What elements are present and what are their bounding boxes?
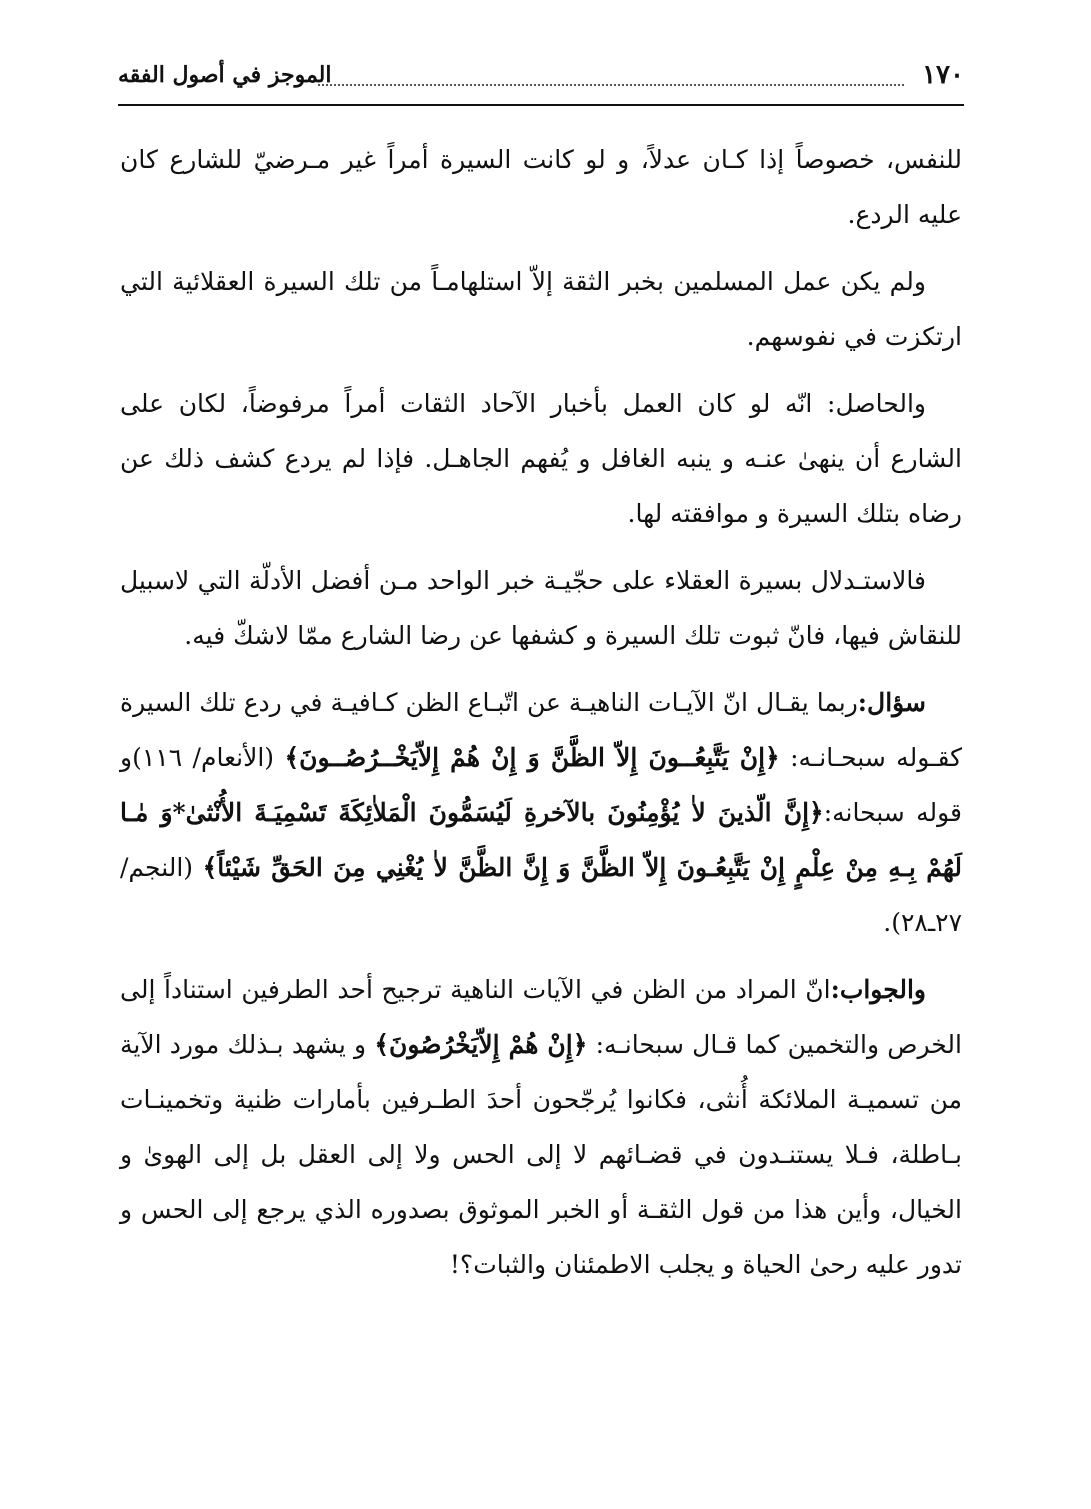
header-rule	[118, 104, 964, 106]
answer-label: والجواب:	[830, 975, 926, 1004]
verse-bracket-close: ﴾	[284, 743, 300, 772]
paragraph-inference: فالاستـدلال بسيرة العقلاء على حجّيـة خبر الواحد مـن أفضل الأدلّة التي لاسبيل للنقاش فيها، فانّ ثبوت تلك السيرة و كشفها عن رضا الشارع ممّا لاشكّ فيه.	[120, 566, 962, 650]
verse-bracket-open: ﴿	[765, 743, 780, 772]
question-label: سؤال:	[857, 688, 926, 717]
question-paragraph	[120, 675, 962, 950]
verse-bracket-open-2: ﴿	[809, 798, 824, 827]
answer-text-2: و يشهد بـذلك مورد الآية من تسميـة الملائكة أُنثى، فكانوا يُرجّحون أحدَ الطـرفين بأمارات ظنية وتخمينـات بـاطلة، فـلا يستنـدون في قضـائهم لا إلى الحس ولا إلى العقل بل إلى الهوىٰ و الخيال، وأين هذا من قول الثقـة أو الخبر الموثوق بصدوره الذي يرجع إلى الحس و تدور عليه رحىٰ الحياة و يجلب الاطمئنان والثبات؟!	[120, 1030, 962, 1279]
answer-text-1: انّ المراد من الظن في الآيات الناهية ترجيح أحد الطرفين استناداً إلى الخرص والتخمين كما قـال سبحانـه:	[120, 975, 962, 1059]
page-number: ١٧٠	[922, 60, 964, 90]
question-text-1: ربما يقـال انّ الآيـات الناهيـة عن اتّبـاع الظن كـافيـة في ردع تلك السيرة كقـوله سبحـانـه:	[120, 688, 962, 772]
dotted-leader	[318, 84, 904, 86]
answer-paragraph	[120, 962, 962, 1292]
answer-bracket-open: ﴿	[572, 1030, 588, 1059]
paragraph-conclusion: والحاصل: انّه لو كان العمل بأخبار الآحاد الثقات أمراً مرفوضاً، لكان على الشارع أن ينهىٰ عنـه و ينبه الغافل و يُفهم الجاهـل. فإذا لم يردع كشف ذلك عن رضاه بتلك السيرة و موافقته لها.	[120, 389, 962, 528]
question-text-2: و قوله سبحانه:	[120, 743, 962, 827]
running-title: الموجز في أصول الفقه	[118, 62, 332, 88]
quran-verse-anam: إِنْ يَتَّبِعُــونَ إِلاّ الظَّنَّ وَ إِنْ هُمْ إِلاّيَخْــرُصُــونَ	[299, 743, 766, 772]
verse-reference-anam: (الأنعام/ ١١٦)	[132, 743, 285, 772]
page-body	[120, 132, 962, 1402]
quran-verse-najm: إِنَّ الّذينَ لاٰ يُؤْمِنُونَ بالآخرةِ لَيُسَمُّونَ الْمَلاٰئِكَةَ تَسْمِيَـةَ الأُنْثىٰ*وَ مٰـا لَهُمْ بِـهِ مِنْ عِلْمٍ إِنْ يَتَّبِعُـونَ إِلاّ الظَّنَّ وَ إِنَّ الظَّنَّ لاٰ يُغْنِي مِنَ الحَقِّ شَيْئاً	[120, 798, 962, 882]
answer-bracket-close: ﴾	[374, 1030, 389, 1059]
verse-reference-najm: (النجم/ ٢٧ـ٢٨).	[120, 853, 962, 937]
page-header	[118, 58, 964, 104]
quran-verse-answer: إِنْ هُمْ إِلاّيَخْرُصُونَ	[388, 1030, 573, 1059]
paragraph-muslims-practice: ولم يكن عمل المسلمين بخبر الثقة إلاّ استلهامـاً من تلك السيرة العقلائية التي ارتكزت في نفوسهم.	[120, 267, 962, 351]
paragraph-continuation: للنفس، خصوصاً إذا كـان عدلاً، و لو كانت السيرة أمراً غير مـرضيّ للشارع كان عليه الردع.	[120, 145, 962, 229]
verse-bracket-close-2: ﴾	[202, 853, 218, 882]
